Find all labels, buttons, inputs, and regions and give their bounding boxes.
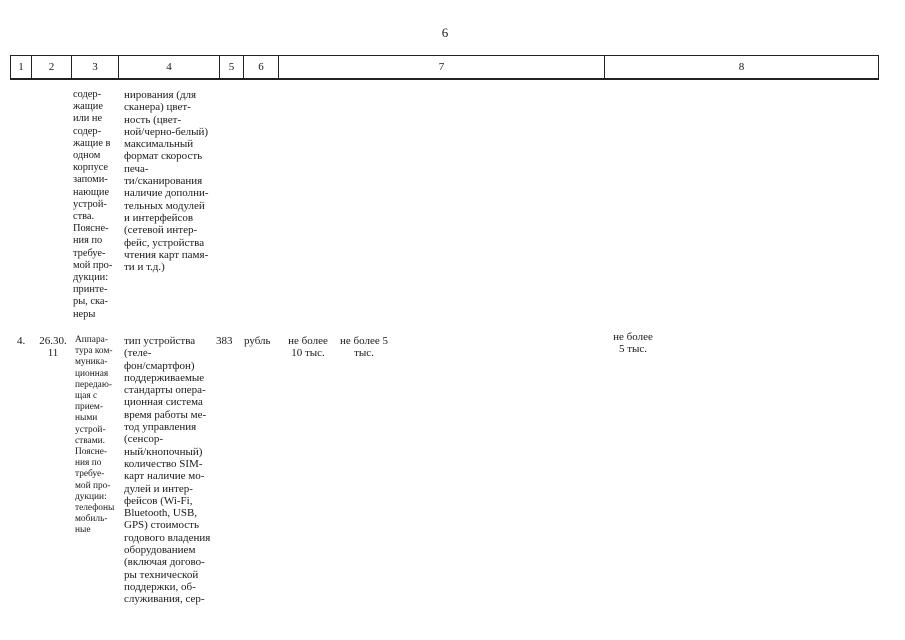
row2-col5-code: 383: [216, 335, 233, 347]
header-col-3: 3: [72, 56, 119, 78]
header-col-5: 5: [220, 56, 244, 78]
row1-col3-text: содер- жащие или не содер- жащие в одном корпусе запоми- нающие устрой- ства. Поясне- ния по требуе- мой про- дукции: принте- ры, ска- неры: [73, 89, 113, 320]
row2-col8-value: не более 5 тыс.: [613, 331, 653, 356]
row2-col3-text: Аппара- тура ком- муника- ционная передаю- щая с прием- ными устрой- ствами. Поясне- ния по требуе- мой про- дукции: телефоны мобиль- ные: [75, 335, 115, 536]
row2-col7-value: не более 5 тыс.: [340, 335, 388, 360]
row2-col2-code: 26.30. 11: [39, 335, 67, 360]
row1-col4-text: нирования (для сканера) цвет- ность (цвет- ной/черно-белый) максимальный формат скорость печа- ти/сканирования наличие дополни- тельных модулей и интерфейсов (сетевой интер- фейс, устройства чтения карт памя- ти и т.д.): [124, 89, 209, 274]
header-col-7: 7: [279, 56, 605, 78]
header-col-2: 2: [32, 56, 72, 78]
row2-col4-text: тип устройства (теле- фон/смартфон) поддерживаемые стандарты опера- ционная система время работы ме- тод управления (сенсор- ный/кнопочный) количество SIM- карт наличие мо- дулей и интер- фейсов (Wi-Fi, Bluetooth, USB, GPS) стоимость годового владения оборудованием (включая догово- ры технической поддержки, об- служивания, сер-: [124, 335, 211, 606]
header-col-4: 4: [119, 56, 220, 78]
header-col-6: 6: [244, 56, 279, 78]
row2-value-a: не более 10 тыс.: [288, 335, 328, 360]
row2-col1-number: 4.: [17, 335, 26, 347]
row2-col6-unit: рубль: [244, 335, 271, 347]
header-col-8: 8: [605, 56, 879, 78]
table-header-row: [10, 55, 879, 80]
page-number: 6: [441, 25, 449, 40]
header-col-1: 1: [10, 56, 32, 78]
